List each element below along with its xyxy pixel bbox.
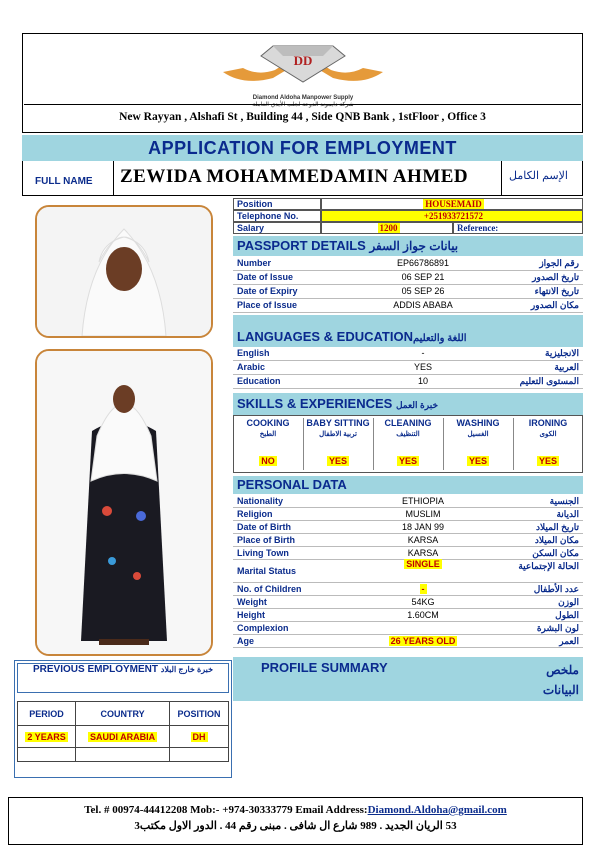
personal-label: Complexion bbox=[237, 623, 289, 633]
personal-value-text: KARSA bbox=[407, 548, 439, 558]
skill-name-ar: الغسيل bbox=[467, 431, 489, 438]
passport-row bbox=[233, 257, 583, 271]
col-header-position: POSITION bbox=[170, 702, 229, 726]
telephone-value-text: +251933721572 bbox=[423, 211, 484, 221]
passport-label: Date of Expiry bbox=[237, 286, 298, 296]
portrait-photo bbox=[35, 205, 213, 338]
passport-row bbox=[233, 271, 583, 285]
passport-value-text: ADDIS ABABA bbox=[393, 300, 453, 310]
personal-label: Height bbox=[237, 610, 265, 620]
full-name-row bbox=[22, 161, 583, 196]
company-address: New Rayyan , Alshafi St , Building 44 , Side QNB Bank , 1stFloor , Office 3 bbox=[24, 104, 581, 128]
passport-value-text: 06 SEP 21 bbox=[401, 272, 445, 282]
footer-box bbox=[8, 797, 583, 845]
full-name-value: ZEWIDA MOHAMMEDAMIN AHMED bbox=[120, 166, 469, 187]
footer-address-ar: 53 الريان الجديد . 989 شارع ال شافى . مبنى رقم 44 . الدور الاول مكتب3 bbox=[134, 820, 457, 832]
skill-header bbox=[373, 418, 443, 454]
skill-value-text: YES bbox=[468, 456, 487, 466]
skill-value-text: YES bbox=[398, 456, 417, 466]
passport-value bbox=[323, 286, 523, 296]
personal-value-text: - bbox=[421, 584, 425, 594]
svg-text:DD: DD bbox=[293, 53, 313, 68]
personal-label-ar: الديانة bbox=[556, 509, 579, 519]
col-header-country: COUNTRY bbox=[76, 702, 170, 726]
personal-label-ar: لون البشرة bbox=[536, 623, 579, 633]
passport-value-text: EP66786891 bbox=[396, 258, 450, 268]
personal-section-header: PERSONAL DATA bbox=[233, 476, 583, 494]
skills-title-ar: خبرة العمل bbox=[395, 400, 439, 410]
skill-name-ar: التنظيف bbox=[396, 431, 420, 438]
personal-value-text: KARSA bbox=[407, 535, 439, 545]
personal-row bbox=[233, 622, 583, 635]
skill-value-text: NO bbox=[261, 456, 275, 466]
language-label-ar: الانجليزية bbox=[545, 348, 579, 358]
position-value bbox=[321, 198, 583, 210]
skill-name: CLEANING bbox=[384, 418, 432, 428]
profile-summary-header bbox=[233, 657, 583, 701]
language-row bbox=[233, 361, 583, 375]
personal-value bbox=[323, 535, 523, 545]
personal-label: Age bbox=[237, 636, 255, 646]
skill-value bbox=[233, 456, 303, 469]
personal-value bbox=[323, 610, 523, 620]
personal-row bbox=[233, 609, 583, 622]
skill-name: BABY SITTING bbox=[306, 418, 370, 428]
personal-value-text: 18 JAN 99 bbox=[401, 522, 445, 532]
language-label-ar: العربية bbox=[554, 362, 579, 372]
previous-employment-table bbox=[17, 701, 229, 762]
personal-row bbox=[233, 521, 583, 534]
telephone-value bbox=[321, 210, 583, 222]
personal-value-text: SINGLE bbox=[406, 559, 440, 569]
passport-title-ar: بيانات جواز السفر bbox=[369, 239, 459, 253]
languages-title: LANGUAGES & EDUCATION bbox=[237, 329, 413, 344]
personal-label-ar: الطول bbox=[555, 610, 579, 620]
passport-value bbox=[323, 300, 523, 310]
personal-value-text: ETHIOPIA bbox=[401, 496, 444, 506]
personal-label: Weight bbox=[237, 597, 267, 607]
reference-label: Reference: bbox=[453, 222, 583, 234]
skill-divider bbox=[513, 418, 514, 470]
skills-title: SKILLS & EXPERIENCES bbox=[237, 396, 393, 411]
personal-value bbox=[323, 559, 523, 569]
language-label-ar: المستوى التعليم bbox=[519, 376, 579, 386]
full-body-photo bbox=[35, 349, 213, 656]
personal-label-ar: عدد الأطفال bbox=[533, 584, 579, 594]
skill-value-text: YES bbox=[328, 456, 347, 466]
personal-label-ar: مكان السكن bbox=[532, 548, 579, 558]
personal-value bbox=[323, 496, 523, 506]
language-row bbox=[233, 375, 583, 389]
page-title: APPLICATION FOR EMPLOYMENT bbox=[22, 135, 583, 161]
language-value bbox=[323, 362, 523, 372]
personal-value bbox=[323, 597, 523, 607]
period-cell: 2 YEARS bbox=[27, 731, 66, 742]
profile-summary-title: PROFILE SUMMARY bbox=[261, 660, 388, 675]
languages-title-ar: اللغة والتعليم bbox=[412, 333, 467, 344]
salary-value bbox=[321, 222, 453, 234]
full-name-label-ar: الإسم الكامل bbox=[509, 170, 568, 182]
company-logo bbox=[213, 38, 393, 108]
personal-label-ar: الوزن bbox=[558, 597, 579, 607]
skill-name-ar: تربية الاطفال bbox=[319, 431, 357, 438]
skill-value bbox=[443, 456, 513, 469]
table-row bbox=[18, 748, 229, 762]
personal-label-ar: تاريخ الميلاد bbox=[536, 522, 579, 532]
personal-value bbox=[323, 584, 523, 594]
personal-label: Place of Birth bbox=[237, 535, 296, 545]
skill-divider bbox=[303, 418, 304, 470]
skill-value-text: YES bbox=[538, 456, 557, 466]
personal-row bbox=[233, 635, 583, 648]
passport-label: Number bbox=[237, 258, 272, 268]
skill-header bbox=[233, 418, 303, 454]
personal-row bbox=[233, 495, 583, 508]
col-header-period: PERIOD bbox=[18, 702, 76, 726]
personal-label-ar: الحالة الإجتماعية bbox=[518, 561, 579, 571]
diamond-hands-icon bbox=[213, 38, 393, 90]
language-label: Education bbox=[237, 376, 281, 386]
position-label: Position bbox=[233, 198, 321, 210]
personal-row bbox=[233, 583, 583, 596]
personal-label: No. of Children bbox=[237, 584, 302, 594]
salary-value-text: 1200 bbox=[379, 223, 398, 233]
personal-value-text: MUSLIM bbox=[405, 509, 441, 519]
skill-name: IRONING bbox=[528, 418, 568, 428]
skill-value bbox=[513, 456, 583, 469]
skill-header bbox=[513, 418, 583, 454]
personal-value bbox=[323, 522, 523, 532]
passport-value-text: 05 SEP 26 bbox=[401, 286, 445, 296]
footer-email-link[interactable]: Diamond.Aldoha@gmail.com bbox=[367, 804, 507, 816]
salary-label: Salary bbox=[233, 222, 321, 234]
table-row bbox=[18, 726, 229, 748]
personal-row bbox=[233, 534, 583, 547]
personal-label-ar: العمر bbox=[559, 636, 579, 646]
portrait-image bbox=[37, 207, 211, 336]
personal-label: Marital Status bbox=[237, 566, 297, 576]
skill-divider bbox=[373, 418, 374, 470]
full-body-image bbox=[37, 351, 211, 654]
personal-label: Nationality bbox=[237, 496, 284, 506]
logo-text-ar: شركة دايموند الدوحة لجلب الأيدي العاملة bbox=[252, 102, 354, 108]
personal-label-ar: الجنسية bbox=[549, 496, 579, 506]
telephone-label: Telephone No. bbox=[233, 210, 321, 222]
language-value-text: YES bbox=[413, 362, 432, 372]
personal-value bbox=[323, 636, 523, 646]
personal-row bbox=[233, 596, 583, 609]
personal-label: Date of Birth bbox=[237, 522, 291, 532]
personal-value bbox=[323, 509, 523, 519]
personal-row bbox=[233, 508, 583, 521]
skills-section-header bbox=[233, 393, 583, 415]
passport-title: PASSPORT DETAILS bbox=[237, 238, 366, 253]
personal-value bbox=[323, 548, 523, 558]
personal-value-text: 1.60CM bbox=[407, 610, 439, 620]
language-label: English bbox=[237, 348, 270, 358]
language-value bbox=[323, 348, 523, 358]
footer-contact: Tel. # 00974-44412208 Mob:- +974-30333779 Email Address: bbox=[84, 804, 368, 816]
passport-label-ar: تاريخ الانتهاء bbox=[534, 286, 579, 296]
skill-name: WASHING bbox=[456, 418, 500, 428]
passport-row bbox=[233, 285, 583, 299]
personal-label-ar: مكان الميلاد bbox=[534, 535, 579, 545]
personal-label: Religion bbox=[237, 509, 273, 519]
skill-name: COOKING bbox=[246, 418, 290, 428]
language-value-text: 10 bbox=[417, 376, 428, 386]
previous-employment-title-ar: خبرة خارج البلاد bbox=[160, 665, 214, 674]
personal-row bbox=[233, 560, 583, 583]
language-value-text: - bbox=[421, 348, 425, 358]
passport-section-header bbox=[233, 236, 583, 256]
position-value-text: HOUSEMAID bbox=[425, 199, 482, 209]
passport-label-ar: رقم الجواز bbox=[539, 258, 579, 268]
logo-text: Diamond Aldoha Manpower Supply bbox=[252, 95, 354, 101]
full-name-label: FULL NAME bbox=[35, 176, 93, 187]
skill-header bbox=[443, 418, 513, 454]
passport-value bbox=[323, 272, 523, 282]
language-value bbox=[323, 376, 523, 386]
passport-label-ar: مكان الصدور bbox=[530, 300, 579, 310]
previous-employment-header bbox=[17, 663, 229, 693]
language-row bbox=[233, 347, 583, 361]
passport-label: Date of Issue bbox=[237, 272, 294, 282]
skill-name-ar: الطبخ bbox=[259, 431, 277, 438]
skill-value bbox=[303, 456, 373, 469]
skill-name-ar: الكوى bbox=[539, 431, 557, 438]
language-label: Arabic bbox=[237, 362, 266, 372]
skill-divider bbox=[443, 418, 444, 470]
personal-value-text: 54KG bbox=[411, 597, 435, 607]
skill-header bbox=[303, 418, 373, 454]
skill-value bbox=[373, 456, 443, 469]
profile-summary-title-ar: ملخص البيانات bbox=[542, 663, 579, 697]
passport-row bbox=[233, 299, 583, 313]
languages-section-header bbox=[233, 315, 583, 347]
passport-value bbox=[323, 258, 523, 268]
passport-label-ar: تاريخ الصدور bbox=[532, 272, 579, 282]
previous-employment-box bbox=[14, 660, 232, 778]
personal-value-text: 26 YEARS OLD bbox=[390, 636, 456, 646]
personal-label: Living Town bbox=[237, 548, 289, 558]
position-cell: DH bbox=[192, 731, 206, 742]
passport-label: Place of Issue bbox=[237, 300, 298, 310]
country-cell: SAUDI ARABIA bbox=[89, 731, 156, 742]
previous-employment-title: PREVIOUS EMPLOYMENT bbox=[32, 664, 158, 675]
